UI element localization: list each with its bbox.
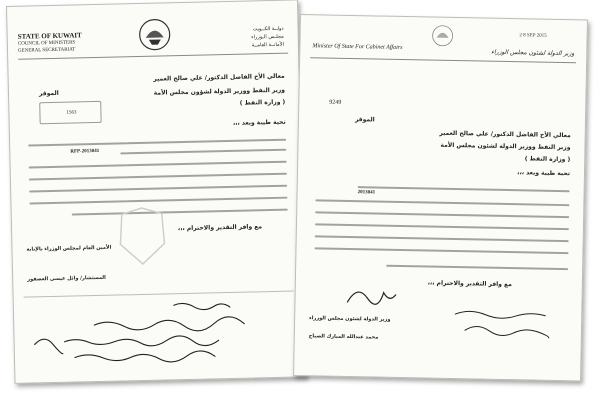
left-letter: [6, 0, 307, 384]
left-header-en-3: GENERAL SECRETARIAT: [17, 47, 76, 54]
right-body-line: [386, 265, 568, 270]
left-header-ar-2: مجلـس الـوزراء: [251, 33, 284, 41]
left-body-line: [29, 185, 287, 193]
right-body-line: [315, 235, 569, 242]
left-handwritten-notes-icon: [24, 297, 296, 379]
right-body-ref: 2013041: [357, 190, 376, 196]
left-addressee-2: وزير النفط ووزير الدولة لشؤون مجلس الأمة: [153, 86, 286, 97]
left-signature-name: المستشار/ وائل عيسى العصفور: [27, 274, 106, 283]
left-body-line: [28, 139, 286, 147]
left-header-ar-3: الأمانــة العامــة: [251, 41, 285, 49]
right-addressee-1: معالي الأخ الفاضل الدكتور/ علي صالح العمير: [439, 129, 571, 140]
left-honorific: الموقر: [38, 89, 59, 98]
left-header-en-1: STATE OF KUWAIT: [17, 31, 82, 41]
right-date: 2 8 SEP 2015: [519, 33, 547, 39]
kuwait-emblem-icon: [137, 17, 172, 52]
left-addressee-1: معالي الأخ الفاضل الدكتور/ علي صالح العمير: [153, 72, 285, 83]
right-body-line: [315, 211, 569, 218]
right-addressee-3: ( وزارة النفط ): [524, 155, 571, 164]
left-received-stamp: [39, 101, 101, 124]
right-initials-signature-icon: [339, 282, 400, 313]
left-watermark-icon: [102, 203, 184, 275]
left-body-ref: RFP-2013041: [70, 148, 100, 155]
right-ref-number: 9249: [329, 99, 342, 106]
right-header-divider: [310, 57, 576, 63]
left-addressee-3: ( وزارة النفط ): [239, 98, 286, 107]
left-ref-number: 1563: [66, 110, 77, 116]
right-handwritten-notes-icon: [445, 304, 566, 346]
left-greeting: تحية طيبة وبعد ،،،: [232, 118, 286, 127]
left-body-line: [29, 161, 287, 169]
right-body-line: [314, 247, 568, 254]
right-signature-name: محمد عبدالله المبارك الصباح: [308, 333, 379, 341]
left-body-line: [120, 149, 286, 155]
right-greeting: تحية طيبة وبعد ،،،: [517, 169, 571, 178]
right-header-ar: وزير الدولة لشئون مجلس الوزراء: [491, 48, 575, 58]
left-header-divider: [18, 53, 288, 60]
kuwait-emblem-icon: [430, 24, 454, 48]
right-signature-title: وزير الدولة لشئون مجلس الوزراء: [309, 315, 391, 323]
right-letter: [293, 14, 588, 381]
left-body-line: [29, 173, 287, 181]
left-header-en-2: COUNCIL OF MINISTERS: [17, 40, 76, 47]
right-body-line: [358, 186, 570, 192]
left-signature-title: الأمين العام لمجلس الوزراء بالإنابة: [26, 244, 112, 253]
left-header-ar-1: دولــة الكــويت: [252, 25, 284, 33]
right-honorific: الموقر: [354, 116, 375, 124]
right-body-line: [315, 223, 569, 230]
right-header-en: Minister Of State For Cabinet Affairs: [312, 43, 403, 51]
right-body-line: [315, 199, 569, 206]
right-addressee-2: وزير النفط ووزير الدولة لشئون مجلس الأمة: [440, 141, 571, 152]
right-closing: مع وافر التقدير والاحترام ،،،: [427, 279, 512, 289]
left-closing: مع وافر التقدير والاحترام ،،،: [177, 223, 263, 233]
